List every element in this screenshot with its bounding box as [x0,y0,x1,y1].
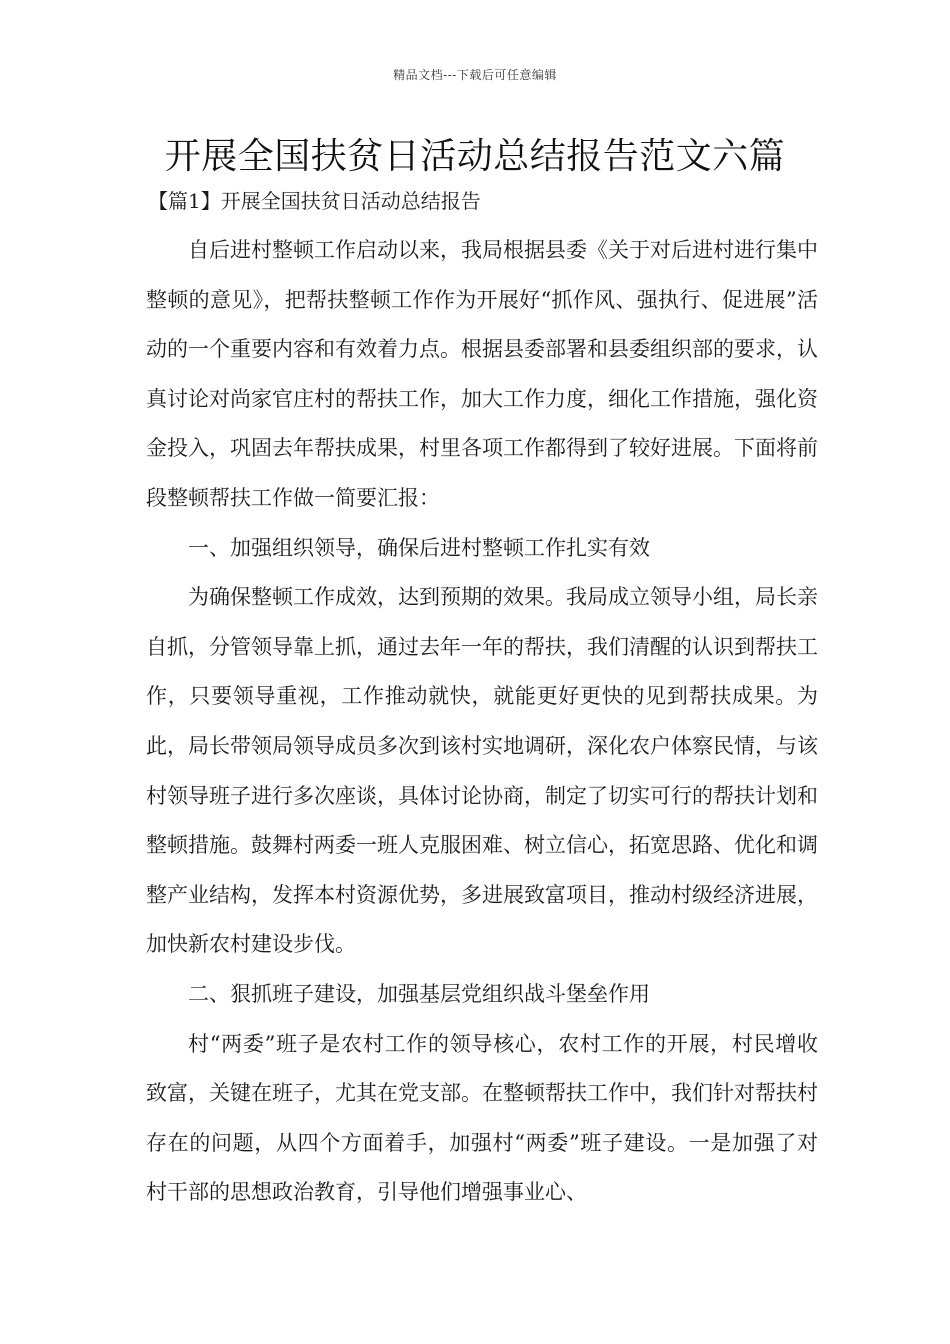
running-header: 精品文档---下载后可任意编辑 [393,68,557,82]
section-heading: 【篇1】开展全国扶贫日活动总结报告 [148,189,481,213]
paragraph-team-building: 村“两委”班子是农村工作的领导核心，农村工作的开展，村民增收致富，关键在班子，尤其在党支部。在整顿帮扶工作中，我们针对帮扶村存在的问题，从四个方面着手，加强村“两委”班子建设。一是加强了对村干部的思想政治教育，引导他们增强事业心、 [146,1031,818,1205]
paragraph-intro: 自后进村整顿工作启动以来，我局根据县委《关于对后进村进行集中整顿的意见》，把帮扶整顿工作作为开展好“抓作风、强执行、促进展”活动的一个重要内容和有效着力点。根据县委部署和县委组织部的要求，认真讨论对尚家官庄村的帮扶工作，加大工作力度，细化工作措施，强化资金投入，巩固去年帮扶成果，村里各项工作都得到了较好进展。下面将前段整顿帮扶工作做一简要汇报： [146,238,818,510]
paragraph-subheading-1: 一、加强组织领导，确保后进村整顿工作扎实有效 [188,535,650,560]
document-title: 开展全国扶贫日活动总结报告范文六篇 [164,136,786,177]
paragraph-subheading-2: 二、狠抓班子建设，加强基层党组织战斗堡垒作用 [188,981,650,1006]
document-body [146,226,818,1218]
paragraph-leadership: 为确保整顿工作成效，达到预期的效果。我局成立领导小组，局长亲自抓，分管领导靠上抓，通过去年一年的帮扶，我们清醒的认识到帮扶工作，只要领导重视，工作推动就快，就能更好更快的见到帮扶成果。为此，局长带领局领导成员多次到该村实地调研，深化农户体察民情，与该村领导班子进行多次座谈，具体讨论协商，制定了切实可行的帮扶计划和整顿措施。鼓舞村两委一班人克服困难、树立信心，拓宽思路、优化和调整产业结构，发挥本村资源优势，多进展致富项目，推动村级经济进展，加快新农村建设步伐。 [146,585,818,957]
